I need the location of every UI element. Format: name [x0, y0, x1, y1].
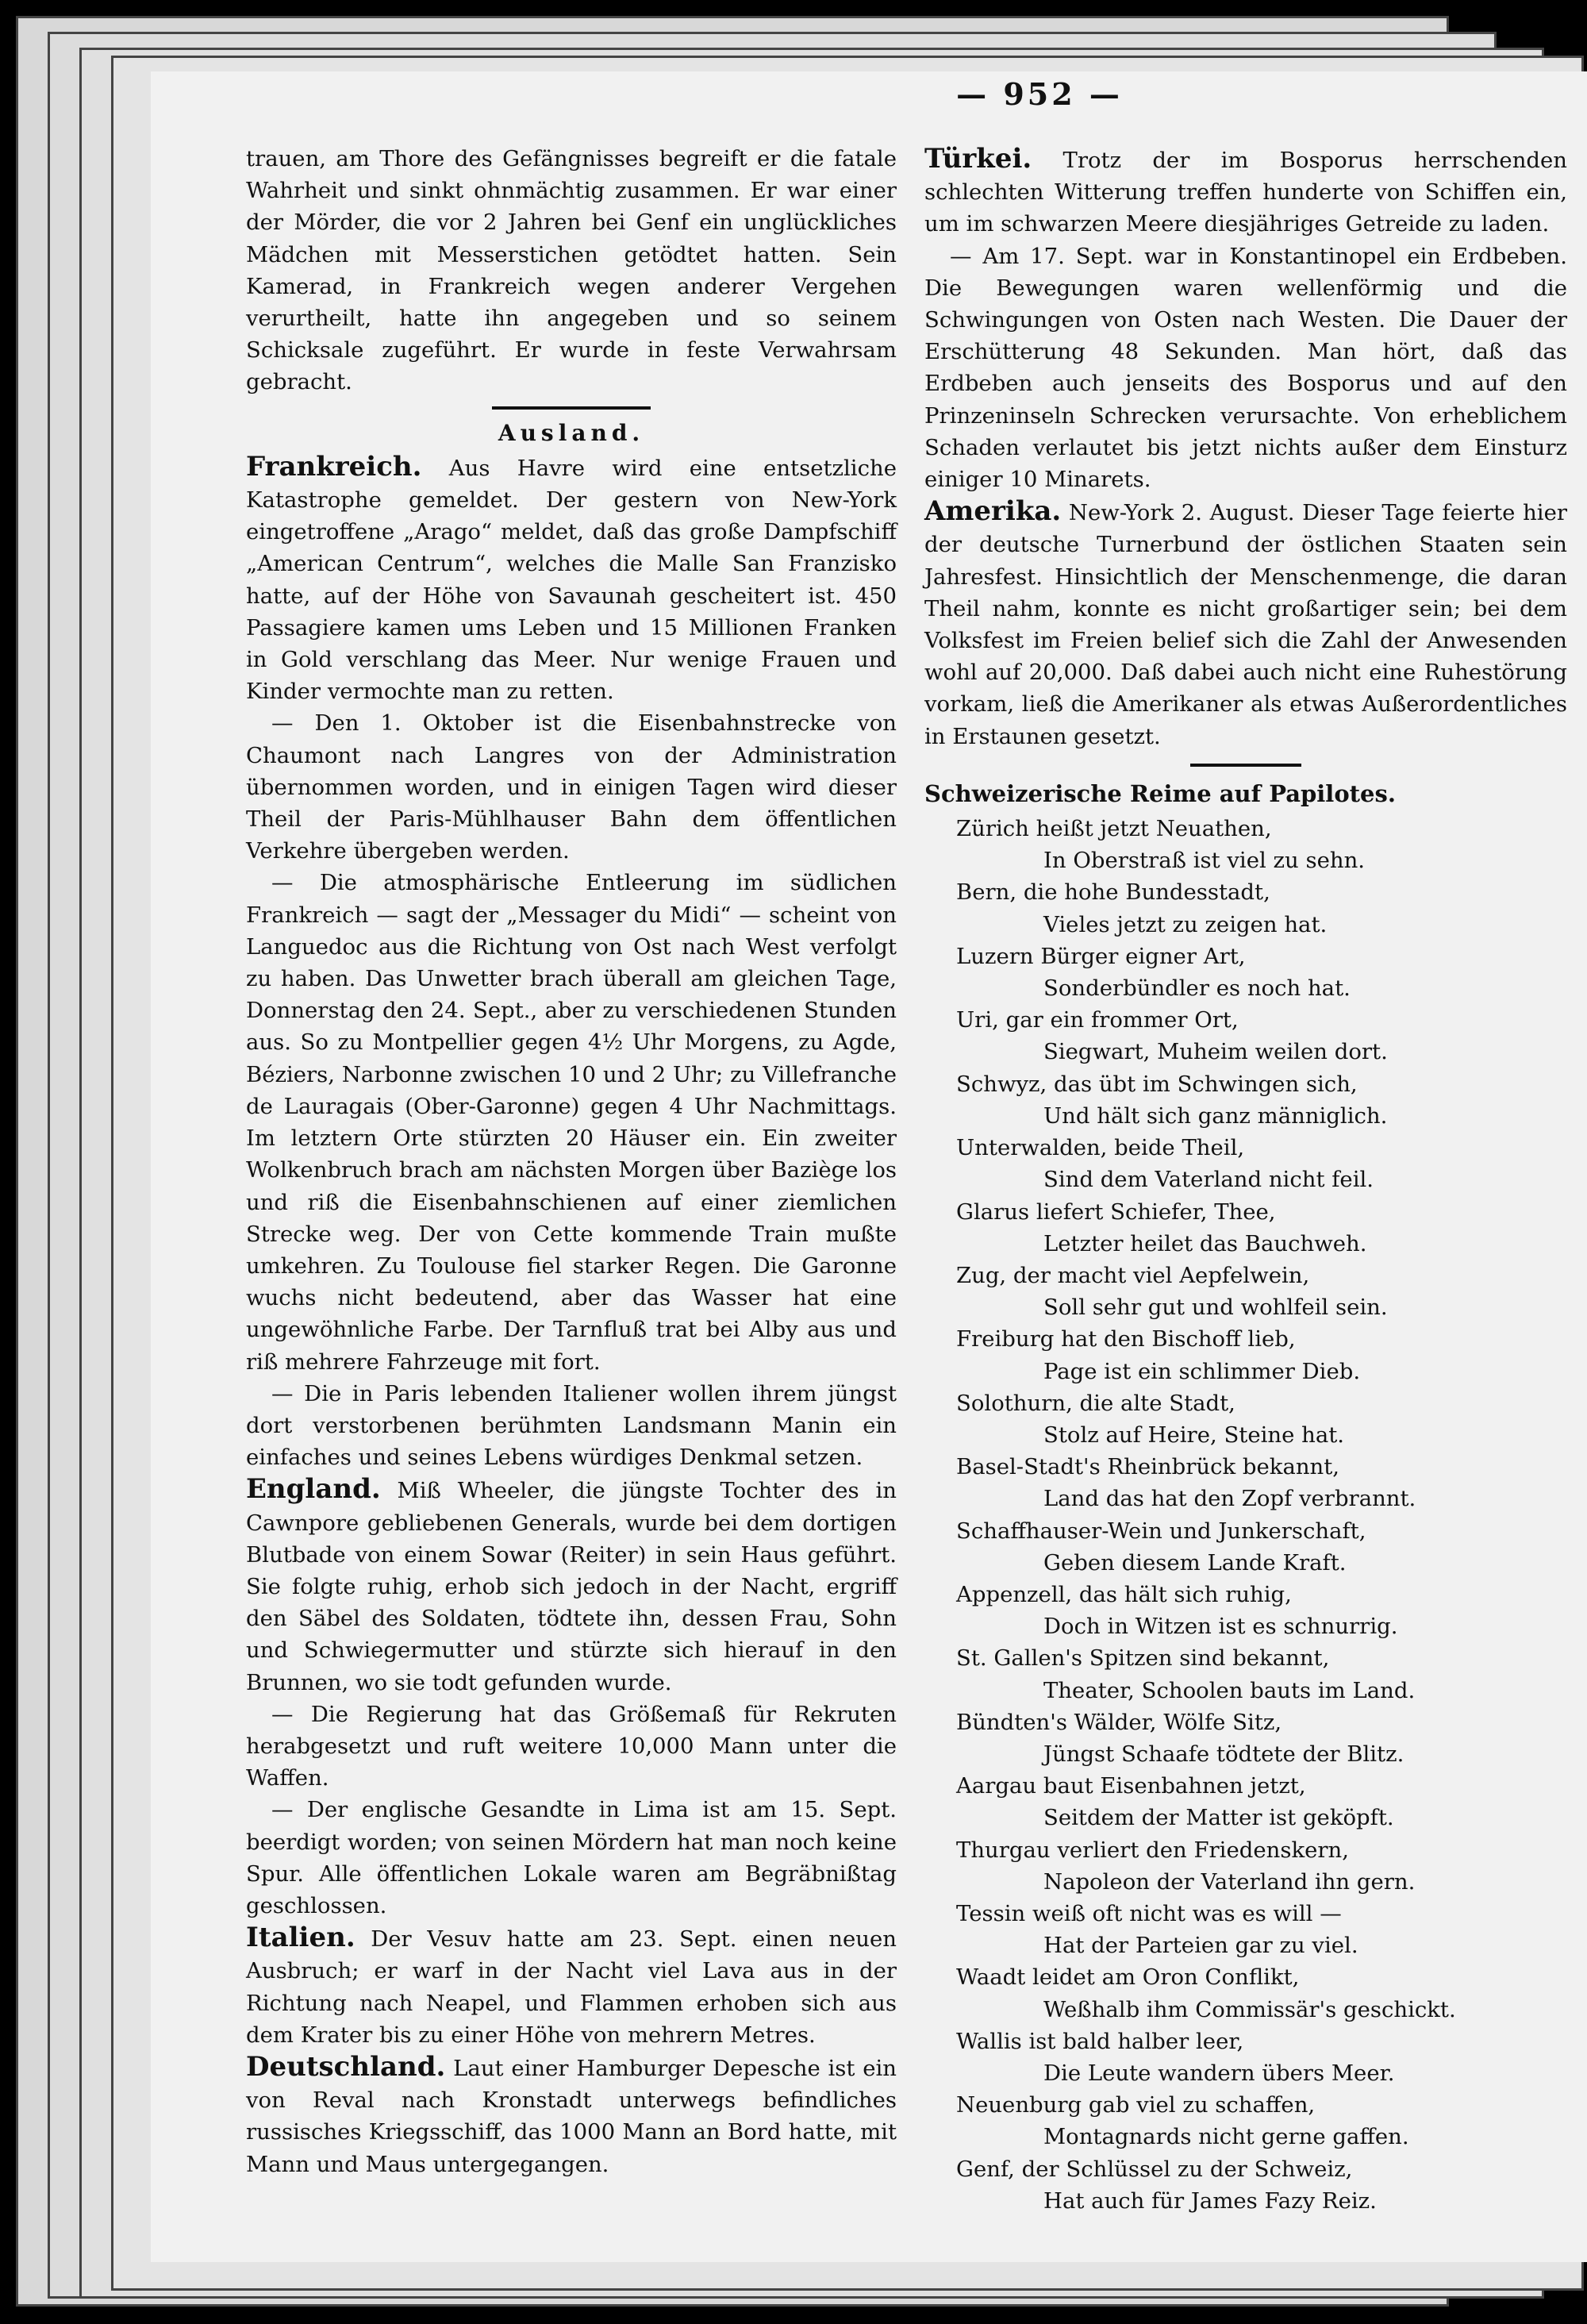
poem-line: Geben diesem Lande Kraft.	[1043, 1549, 1347, 1576]
poem-line: In Oberstraß ist viel zu sehn.	[1043, 848, 1366, 874]
poem-line: Stolz auf Heire, Steine hat.	[1043, 1422, 1345, 1448]
article-text: — Der englische Gesandte in Lima ist am 15. Sept. beerdigt worden; von seinen Mördern hat man noch keine Spur. Alle öffentlichen Lokale waren am Begräbnißtag geschlossen.	[246, 1797, 897, 1918]
poem-line: Luzern Bürger eigner Art,	[956, 943, 1246, 969]
left-column	[246, 143, 897, 2180]
poem-line: Page ist ein schlimmer Dieb.	[1043, 1358, 1361, 1384]
article-paragraph	[246, 1378, 897, 1474]
article-text: — Die Regierung hat das Größemaß für Rekruten herabgesetzt und ruft weitere 10,000 Mann unter die Waffen.	[246, 1701, 897, 1791]
article-paragraph	[246, 1794, 897, 1922]
country-heading: Italien.	[246, 1922, 355, 1954]
section-heading: Ausland.	[498, 419, 645, 446]
article-paragraph	[246, 707, 897, 867]
article-text: Miß Wheeler, die jüngste Tochter des in Cawnpore gebliebenen Generals, wurde bei dem dortigen Blutbade von einem Sowar (Reiter) in sein Haus geführt. Sie folgte ruhig, erhob sich jedoch in der Nacht, ergriff den Säbel des Soldaten, tödtete ihn, dessen Frau, Sohn und Schwiegermutter und stürzte sich hierauf in den Brunnen, wo sie todt gefunden wurde.	[246, 1478, 897, 1695]
section-divider	[1190, 764, 1301, 767]
poem-line: Siegwart, Muheim weilen dort.	[1043, 1039, 1388, 1065]
poem-line: Glarus liefert Schiefer, Thee,	[956, 1199, 1276, 1225]
article-paragraph	[246, 2051, 897, 2180]
poem-line: Solothurn, die alte Stadt,	[956, 1390, 1235, 1416]
country-heading: England.	[246, 1473, 381, 1506]
article-paragraph	[924, 240, 1567, 496]
poem-line: Jüngst Schaafe tödtete der Blitz.	[1043, 1741, 1404, 1767]
article-text: — Den 1. Oktober ist die Eisenbahnstrecke von Chaumont nach Langres von der Administration übernommen worden, und in einigen Tagen wird dieser Theil der Paris-Mühlhauser Bahn dem öffentlichen Verkehre übergeben werden.	[246, 710, 897, 864]
article-paragraph	[246, 451, 897, 708]
article-paragraph	[924, 143, 1567, 240]
article-text: Aus Havre wird eine entsetzliche Katastrophe gemeldet. Der gestern von New-York eingetroffene „Arago“ meldet, daß das große Dampfschiff „American Centrum“, welches die Malle San Franzisko hatte, auf der Höhe von Savaunah gescheitert ist. 450 Passagiere kamen ums Leben und 15 Millionen Franken in Gold verschlang das Meer. Nur wenige Frauen und Kinder vermochte man zu retten.	[246, 455, 897, 705]
article-text: Trotz der im Bosporus herrschenden schlechten Witterung treffen hunderte von Schiffen ein, um im schwarzen Meere diesjähriges Getreide zu laden.	[924, 148, 1567, 237]
newspaper-page	[151, 71, 1587, 2262]
poem-line: Land das hat den Zopf verbrannt.	[1043, 1486, 1416, 1512]
poem-line: Sind dem Vaterland nicht feil.	[1043, 1167, 1374, 1193]
poem-line: Hat auch für James Fazy Reiz.	[1043, 2187, 1377, 2214]
poem-line: Bündten's Wälder, Wölfe Sitz,	[956, 1709, 1282, 1735]
poem-line: Unterwalden, beide Theil,	[956, 1135, 1245, 1161]
right-column	[924, 143, 1567, 2217]
poem-line: Die Leute wandern übers Meer.	[1043, 2060, 1395, 2086]
poem-line: Zug, der macht viel Aepfelwein,	[956, 1262, 1310, 1288]
section-divider	[492, 406, 651, 410]
country-heading: Deutschland.	[246, 2050, 446, 2083]
poem-line: Freiburg hat den Bischoff lieb,	[956, 1326, 1296, 1352]
article-text: Der Vesuv hatte am 23. Sept. einen neuen Ausbruch; er warf in der Nacht viel Lava aus in der Richtung nach Neapel, und Flammen erhoben sich aus dem Krater bis zu einer Höhe von mehrern Metres.	[246, 1926, 897, 2048]
poem-line: Doch in Witzen ist es schnurrig.	[1043, 1614, 1398, 1640]
poem-line: Zürich heißt jetzt Neuathen,	[956, 816, 1272, 842]
article-paragraph	[246, 1922, 897, 2051]
poem-line: Sonderbündler es noch hat.	[1043, 975, 1351, 1002]
article-text: New-York 2. August. Dieser Tage feierte hier der deutsche Turnerbund der östlichen Staaten sein Jahresfest. Hinsichtlich der Menschenmenge, die daran Theil nahm, konnte es nicht großartiger sein; bei dem Volksfest im Freien belief sich die Zahl der Anwesenden wohl auf 20,000. Daß dabei auch nicht eine Ruhestörung vorkam, ließ die Amerikaner als etwas Außerordentliches in Erstaunen gesetzt.	[924, 500, 1567, 749]
poem-line: Aargau baut Eisenbahnen jetzt,	[956, 1773, 1306, 1799]
poem-line: Soll sehr gut und wohlfeil sein.	[1043, 1295, 1388, 1321]
article-text: Laut einer Hamburger Depesche ist ein von Reval nach Kronstadt unterwegs befindliches russisches Kriegsschiff, das 1000 Mann an Bord hatte, mit Mann und Maus untergegangen.	[246, 2055, 897, 2177]
poem-line: Basel-Stadt's Rheinbrück bekannt,	[956, 1454, 1340, 1480]
poem-line: Und hält sich ganz männiglich.	[1043, 1102, 1388, 1129]
poem-line: Letzter heilet das Bauchweh.	[1043, 1230, 1367, 1256]
article-text: — Die atmosphärische Entleerung im südlichen Frankreich — sagt der „Messager du Midi“ — scheint von Languedoc aus die Richtung von Ost nach West verfolgt zu haben. Das Unwetter brach überall am gleichen Tage, Donnerstag den 24. Sept., aber zu verschiedenen Stunden aus. So zu Montpellier gegen 4½ Uhr Morgens, zu Agde, Béziers, Narbonne zwischen 10 und 2 Uhr; zu Villefranche de Lauragais (Ober-Garonne) gegen 4 Uhr Nachmittags. Im letztern Orte stürzten 20 Häuser ein. Ein zweiter Wolkenbruch brach am nächsten Morgen über Baziège los und riß die Eisenbahnschienen auf einer ziemlichen Strecke weg. Der von Cette kommende Train mußte umkehren. Zu Toulouse fiel starker Regen. Die Garonne wuchs nicht bedeutend, aber das Wasser hat eine ungewöhnliche Farbe. Der Tarnfluß trat bei Alby aus und riß mehrere Fahrzeuge mit fort.	[246, 870, 897, 1375]
poem	[924, 778, 1567, 2217]
poem-line: Vieles jetzt zu zeigen hat.	[1043, 911, 1328, 937]
poem-line: Tessin weiß oft nicht was es will —	[956, 1900, 1342, 1926]
article-paragraph	[246, 143, 897, 398]
article-paragraph	[924, 495, 1567, 752]
article-paragraph	[246, 1699, 897, 1795]
country-heading: Amerika.	[924, 495, 1062, 528]
page-number: — 952 —	[956, 76, 1123, 112]
poem-line: Schaffhauser-Wein und Junkerschaft,	[956, 1518, 1366, 1544]
article-paragraph	[246, 867, 897, 1377]
poem-line: Wallis ist bald halber leer,	[956, 2028, 1244, 2054]
poem-line: St. Gallen's Spitzen sind bekannt,	[956, 1645, 1330, 1672]
poem-line: Bern, die hohe Bundesstadt,	[956, 879, 1270, 906]
poem-line: Hat der Parteien gar zu viel.	[1043, 1933, 1358, 1959]
poem-line: Theater, Schoolen bauts im Land.	[1043, 1677, 1416, 1703]
poem-title: Schweizerische Reime auf Papilotes.	[924, 779, 1396, 807]
poem-line: Weßhalb ihm Commissär's geschickt.	[1043, 1996, 1456, 2022]
article-text: — Am 17. Sept. war in Konstantinopel ein Erdbeben. Die Bewegungen waren wellenförmig und die Schwingungen von Osten nach Westen. Die Dauer der Erschütterung 48 Sekunden. Man hört, daß das Erdbeben auch jenseits des Bosporus und auf den Prinzeninseln Schrecken verursachte. Von erheblichem Schaden verlautet bis jetzt nichts außer dem Einsturz einiger 10 Minarets.	[924, 243, 1567, 493]
poem-line: Neuenburg gab viel zu schaffen,	[956, 2092, 1316, 2118]
poem-line: Napoleon der Vaterland ihn gern.	[1043, 1868, 1416, 1895]
article-text: — Die in Paris lebenden Italiener wollen ihrem jüngst dort verstorbenen berühmten Landsmann Manin ein einfaches und seines Lebens würdiges Denkmal setzen.	[246, 1380, 897, 1471]
poem-line: Seitdem der Matter ist geköpft.	[1043, 1805, 1394, 1831]
country-heading: Türkei.	[924, 143, 1032, 175]
poem-line: Thurgau verliert den Friedenskern,	[956, 1837, 1349, 1863]
article-paragraph	[246, 1473, 897, 1698]
poem-line: Schwyz, das übt im Schwingen sich,	[956, 1071, 1358, 1097]
poem-line: Genf, der Schlüssel zu der Schweiz,	[956, 2156, 1353, 2182]
poem-line: Uri, gar ein frommer Ort,	[956, 1007, 1239, 1033]
article-text: trauen, am Thore des Gefängnisses begreift er die fatale Wahrheit und sinkt ohnmächtig zusammen. Er war einer der Mörder, die vor 2 Jahren bei Genf ein unglückliches Mädchen mit Messerstichen getödtet hatten. Sein Kamerad, in Frankreich wegen anderer Vergehen verurtheilt, hatte ihn angegeben und so seinem Schicksale zugeführt. Er wurde in feste Verwahrsam gebracht.	[246, 146, 897, 395]
poem-line: Waadt leidet am Oron Conflikt,	[956, 1964, 1300, 1991]
country-heading: Frankreich.	[246, 450, 422, 483]
poem-line: Appenzell, das hält sich ruhig,	[956, 1581, 1292, 1607]
poem-line: Montagnards nicht gerne gaffen.	[1043, 2124, 1409, 2150]
